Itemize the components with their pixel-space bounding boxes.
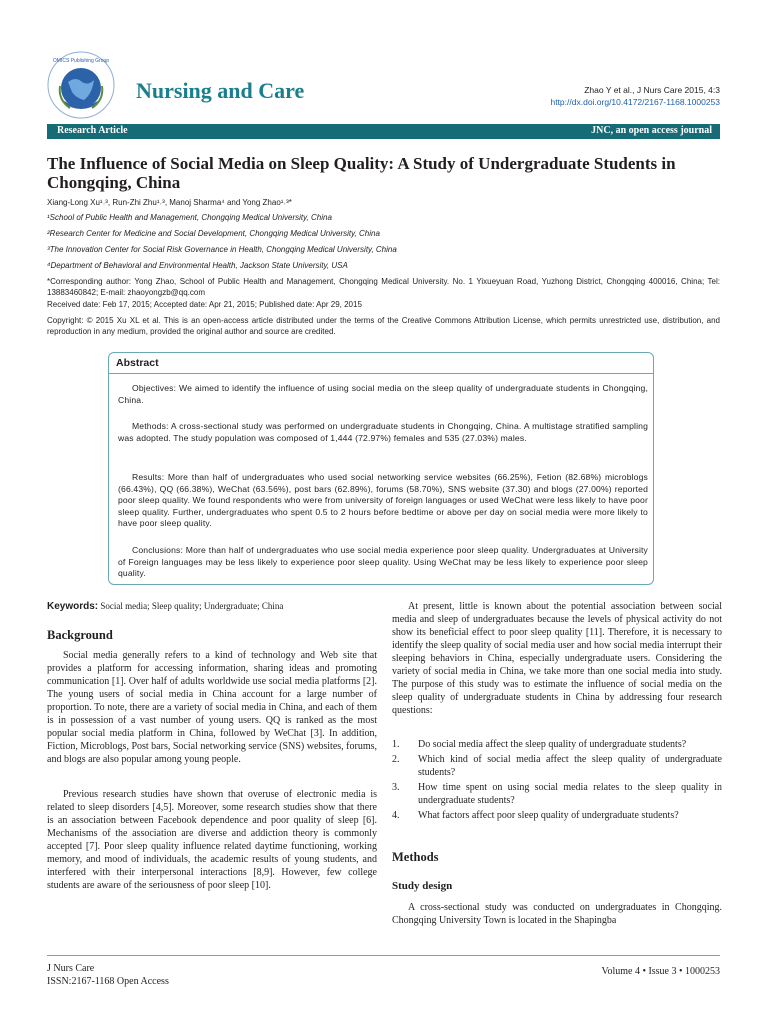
affiliation-4: ⁴Department of Behavioral and Environmental Health, Jackson State University, USA <box>47 261 348 270</box>
list-item: 1. Do social media affect the sleep quality of undergraduate students? <box>392 739 687 750</box>
citation-block <box>550 84 720 108</box>
background-paragraph-2: Previous research studies have shown that overuse of electronic media is related to sleep disorders [4,5]. Moreover, some research studies show that there is an association between Facebook dependence and poor quality of sleep [6]. Mechanisms of the association are diverse and addiction theory is commonly accepted [7]. Poor sleep quality influence related daytime functioning, working memory, and mood of individuals, the academic results of young students, and interfered with their interpersonal interactions [8,9]. However, few college students are aware of the seriousness of poor sleep [10]. <box>47 789 377 891</box>
corresponding-author: *Corresponding author: Yong Zhao, School of Public Health and Management, Chongqing Medical University. No. 1 Yixueyuan Road, Yuzhong District, Chongqing 400016, China; Tel: 13883460842; E-mail: zhaoyongzb@qq.com <box>47 277 720 297</box>
research-questions <box>392 738 722 824</box>
list-item: 3. How time spent on using social media relates to the sleep quality in undergraduate students? <box>392 782 722 806</box>
study-design-paragraph: A cross-sectional study was conducted on undergraduates in Chongqing. Chongqing University Town is located in the Shapingba <box>392 902 722 926</box>
article-title: The Influence of Social Media on Sleep Quality: A Study of Undergraduate Students in Chongqing, China <box>47 154 676 192</box>
keywords-text: Social media; Sleep quality; Undergraduate; China <box>100 601 284 611</box>
author-list: Xiang-Long Xu¹˒³, Run-Zhi Zhu¹˒³, Manoj Sharma⁴ and Yong Zhao¹˒³* <box>47 198 292 207</box>
copyright-notice: Copyright: © 2015 Xu XL et al. This is an open-access article distributed under the terms of the Creative Commons Attribution License, which permits unrestricted use, distribution, and reproduction in any medium, provided the original author and source are credited. <box>47 316 720 336</box>
logo-lettering: OMICS Publishing Group <box>52 58 110 64</box>
footer-divider <box>47 955 720 956</box>
journal-title: Nursing and Care <box>136 78 305 103</box>
footer-issn: ISSN:2167-1168 Open Access <box>47 976 169 987</box>
globe-logo-icon <box>46 50 116 120</box>
abstract-results: Results: More than half of undergraduates who used social networking service websites (66.25%), Fetion (82.68%) microblogs (66.43%), QQ (66.38%), WeChat (63.56%), post bars (62.89%), forums (58.70%), SNS website (37.30) and blogs (27.00%) reported poor sleep quality. We found respondents who were from university of foreign languages or used WeChat were less likely to have poor sleep quality. Further, undergraduates who spent 0.5 to 2 hours before bedtime or above per day on social media were more likely to have poor sleep quality. <box>118 472 648 529</box>
journal-tagline: JNC, an open access journal <box>591 125 712 136</box>
background-heading: Background <box>47 628 113 642</box>
footer-journal: J Nurs Care <box>47 963 95 974</box>
abstract-conclusions: Conclusions: More than half of undergraduates who use social media experience poor sleep quality. Undergraduates at University of Foreign languages may be less likely to experience poor sleep quality. Using WeChat may be less likely to experience poor sleep quality. <box>118 545 648 579</box>
article-type-label: Research Article <box>57 125 128 136</box>
abstract-methods: Methods: A cross-sectional study was performed on undergraduate students in Chongqing, China. A multistage stratified sampling was adopted. The study population was composed of 1,444 (72.97%) females and 535 (27.03%) males. <box>118 421 648 443</box>
methods-heading: Methods <box>392 850 439 864</box>
study-design-heading: Study design <box>392 880 453 892</box>
abstract-heading: Abstract <box>116 357 159 369</box>
background-paragraph-1: Social media generally refers to a kind of technology and Web site that provides a platform for accessing information, sharing ideas and promoting communication [1]. Over half of adults worldwide use social media platforms [2]. The young users of social media in China account for a large number of proportion. To note, there are a variety of social media in China, and each of them is in possession of a vast number of young users. QQ is ranked as the most popular social media platform in China, followed by WeChat [3]. In addition, Fiction, Microblogs, Post bars, Social networking service (SNS) websites, forums, and blogs are also popular among young people. <box>47 650 377 765</box>
affiliation-1: ¹School of Public Health and Management, Chongqing Medical University, China <box>47 213 332 222</box>
doi-link[interactable]: http://dx.doi.org/10.4172/2167-1168.1000253 <box>550 97 720 107</box>
article-type-band <box>47 124 720 139</box>
footer-journal-info <box>47 962 169 988</box>
received-dates: Received date: Feb 17, 2015; Accepted date: Apr 21, 2015; Published date: Apr 29, 2015 <box>47 300 362 309</box>
list-item: 2. Which kind of social media affect the sleep quality of undergraduate students? <box>392 754 722 778</box>
affiliation-3: ³The Innovation Center for Social Risk Governance in Health, Chongqing Medical University, China <box>47 245 397 254</box>
citation-text: Zhao Y et al., J Nurs Care 2015, 4:3 <box>584 85 720 95</box>
keywords <box>47 601 283 612</box>
abstract-objectives: Objectives: We aimed to identify the influence of using social media on the sleep quality of undergraduate students in Chongqing, China. <box>118 383 648 405</box>
footer-volume: Volume 4 • Issue 3 • 1000253 <box>601 966 720 977</box>
keywords-label: Keywords: <box>47 601 99 612</box>
intro-paragraph: At present, little is known about the potential association between social media and sleep of undergraduates because the levels of physical activity do not show its beneficial effect to poor sleep quality [11]. Therefore, it is necessary to identify the sleep quality of social media user and how social media interrupt their sleeping behaviors in China, especially undergraduate users. Considering the variety of social media in China, we take more than one social media into study. The purpose of this study was to estimate the influence of social media on the sleep quality of undergraduate students in China by addressing four research questions: <box>392 601 722 716</box>
list-item: 4. What factors affect poor sleep quality of undergraduate students? <box>392 810 679 821</box>
abstract-divider <box>108 373 654 374</box>
affiliation-2: ²Research Center for Medicine and Social Development, Chongqing Medical University, China <box>47 229 380 238</box>
